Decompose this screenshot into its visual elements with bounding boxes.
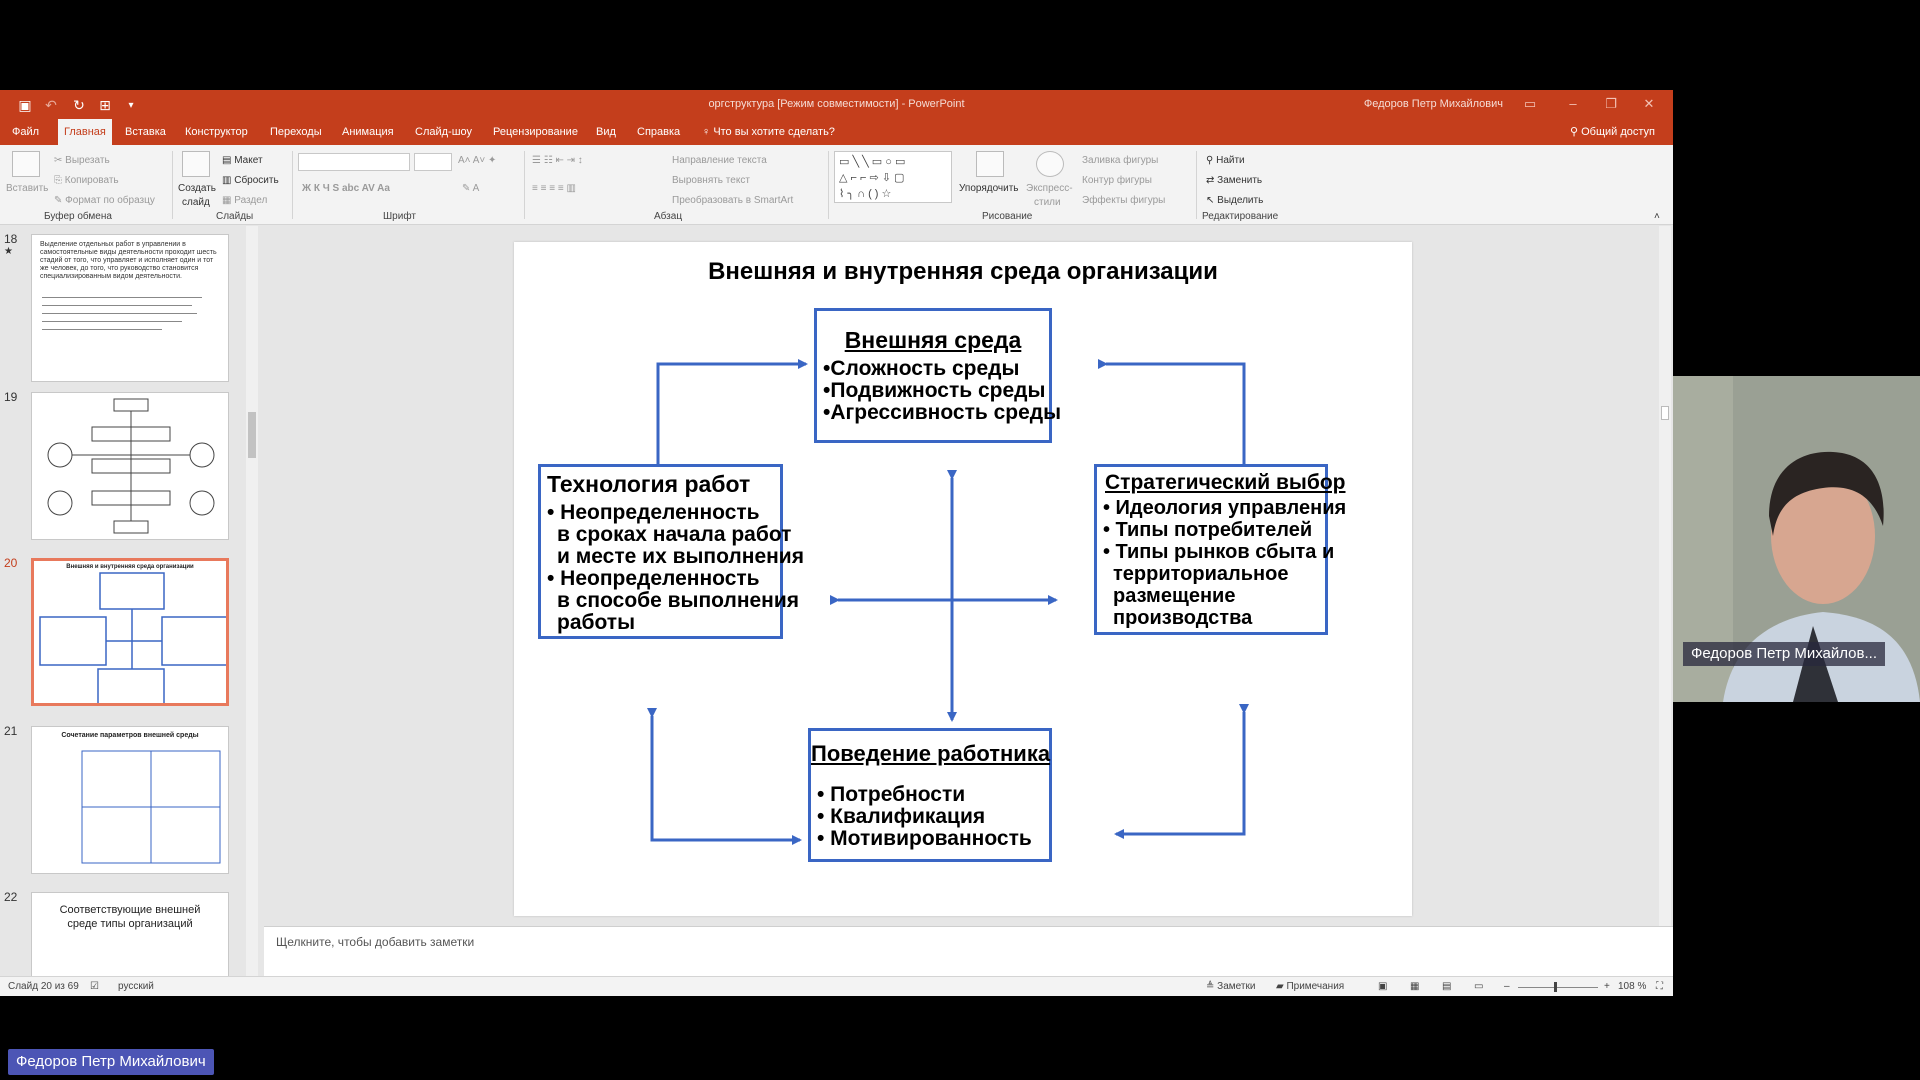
slide-counter: Слайд 20 из 69 <box>8 981 79 992</box>
notes-icon: ≜ <box>1206 981 1218 992</box>
box-line: • Типы рынков сбыта и <box>1103 541 1335 563</box>
slide-thumbnail-21[interactable] <box>31 726 229 874</box>
separator <box>828 151 829 219</box>
font-size-box[interactable] <box>414 153 452 171</box>
tab-design[interactable]: Конструктор <box>185 126 248 138</box>
arrow-external-strategy <box>1106 364 1244 474</box>
minimize-icon[interactable]: – <box>1569 96 1577 111</box>
thumbnail-table <box>32 727 229 874</box>
zoom-level[interactable]: 108 % <box>1618 981 1647 992</box>
cursor-icon: ↖ <box>1206 195 1218 206</box>
box-line: • Потребности <box>817 783 966 806</box>
redo-icon[interactable]: ↻ <box>73 96 85 113</box>
employee-behavior-box[interactable] <box>808 728 1052 862</box>
box-line: • Типы потребителей <box>1103 519 1313 541</box>
tab-transitions[interactable]: Переходы <box>270 126 322 138</box>
box-line: •Подвижность среды <box>823 379 1046 402</box>
slide-thumbnail-18[interactable] <box>31 234 229 382</box>
tab-help[interactable]: Справка <box>637 126 681 138</box>
thumb-line <box>42 305 192 306</box>
layout-button[interactable] <box>222 155 263 166</box>
box-line: в сроках начала работ <box>557 523 792 546</box>
comment-icon: ▰ <box>1276 981 1287 992</box>
group-slides-label: Слайды <box>216 211 254 222</box>
layout-icon: ▤ <box>222 155 235 166</box>
thumbnail-text: Выделение отдельных работ в управлении в самостоятельные виды деятельности проходит шесть стадий от того, что управляет и исполняет один и тот же человек, до того, что руководство становится специализированным видом деятельности. <box>40 241 217 280</box>
box-line: производства <box>1113 607 1253 629</box>
comments-label: Примечания <box>1286 981 1345 992</box>
reset-button[interactable] <box>222 175 279 186</box>
ribbon-display-icon[interactable]: ▭ <box>1523 96 1537 111</box>
arrow-tech-external <box>658 364 806 476</box>
comments-toggle[interactable] <box>1276 981 1344 992</box>
quick-styles-icon[interactable] <box>1036 151 1064 177</box>
slideshow-view-icon[interactable]: ▭ <box>1474 981 1484 992</box>
tab-file[interactable]: Файл <box>12 126 40 138</box>
scroll-thumb[interactable] <box>1661 406 1669 420</box>
box-line: •Сложность среды <box>823 357 1020 380</box>
cut-button[interactable] <box>54 155 110 166</box>
box-line: размещение <box>1113 585 1236 607</box>
new-slide-icon[interactable] <box>182 151 210 177</box>
thumb-line <box>42 313 197 314</box>
slide-title[interactable]: Внешняя и внутренняя среда организации <box>708 258 1218 285</box>
spellcheck-icon[interactable]: ☑ <box>90 981 99 992</box>
cut-label: Вырезать <box>65 155 110 166</box>
strategy-box[interactable] <box>1094 464 1347 635</box>
notes-placeholder[interactable]: Щелкните, чтобы добавить заметки <box>276 935 475 949</box>
replace-button[interactable] <box>1206 175 1262 186</box>
search-icon: ⚲ <box>1206 155 1217 166</box>
box-line: • Квалификация <box>817 805 986 828</box>
select-label: Выделить <box>1217 195 1264 206</box>
find-label: Найти <box>1216 155 1245 166</box>
smartart-button[interactable]: Преобразовать в SmartArt <box>672 195 794 206</box>
ribbon-tabs <box>0 119 1673 145</box>
separator <box>292 151 293 219</box>
person-icon: ⚲ <box>1569 126 1579 138</box>
thumbnail-title: Внешняя и внутренняя среда организации <box>66 564 194 570</box>
zoom-slider-thumb[interactable] <box>1554 982 1557 992</box>
group-paragraph-label: Абзац <box>654 211 683 222</box>
normal-view-icon[interactable]: ▣ <box>1378 981 1388 992</box>
slide-thumbnails-pane <box>0 226 262 976</box>
slide-thumbnail-20[interactable] <box>31 558 229 706</box>
copy-button[interactable] <box>54 175 119 186</box>
collapse-ribbon-icon[interactable]: ˄ <box>1654 211 1660 222</box>
find-button[interactable] <box>1206 155 1245 166</box>
fit-slide-icon[interactable]: ⛶ <box>1656 981 1663 992</box>
ribbon-home <box>0 145 1673 225</box>
slide-editor <box>264 226 1673 926</box>
copy-icon: ⎘ <box>54 175 65 186</box>
section-label: Раздел <box>234 195 268 206</box>
shape-fill-button[interactable]: Заливка фигуры <box>1082 155 1159 166</box>
align-text-button[interactable]: Выровнять текст <box>672 175 750 186</box>
paste-icon[interactable] <box>12 151 40 177</box>
box-title: Технология работ <box>547 471 751 497</box>
group-drawing-label: Рисование <box>982 211 1033 222</box>
reading-view-icon[interactable]: ▤ <box>1442 981 1452 992</box>
list-buttons[interactable]: ☰ ☷ ⇤ ⇥ ↕ <box>532 155 583 166</box>
document-title: оргструктура [Режим совместимости] - PowerPoint <box>708 98 965 110</box>
font-format-buttons[interactable]: Ж К Ч S abc AV Aa <box>302 183 390 194</box>
save-icon[interactable]: ▣ <box>18 96 32 113</box>
customize-qa-icon[interactable]: ▾ <box>128 99 134 111</box>
thumb-line <box>42 297 202 298</box>
thumbnails-scrollbar[interactable] <box>246 226 258 976</box>
tell-me-text: Что вы хотите сделать? <box>713 126 835 138</box>
shape-outline-button[interactable]: Контур фигуры <box>1082 175 1152 186</box>
slide-number: 21 <box>4 724 18 738</box>
group-clipboard-label: Буфер обмена <box>44 211 112 222</box>
zoom-out-icon[interactable]: – <box>1504 981 1510 992</box>
arrange-icon[interactable] <box>976 151 1004 177</box>
language-indicator[interactable]: русский <box>118 981 154 992</box>
box-line: территориальное <box>1113 563 1289 585</box>
format-painter-label: Формат по образцу <box>65 195 155 206</box>
slide-canvas[interactable] <box>514 242 1412 916</box>
font-name-box[interactable] <box>298 153 410 171</box>
slide-thumbnail-22[interactable] <box>31 892 229 976</box>
box-line: • Мотивированность <box>817 827 1032 850</box>
reset-icon: ▥ <box>222 175 235 186</box>
box-line: • Неопределенность <box>547 567 760 590</box>
align-buttons[interactable]: ≡ ≡ ≡ ≡ ▥ <box>532 183 576 194</box>
separator <box>1196 151 1197 219</box>
technology-box[interactable] <box>538 464 804 639</box>
shape-effects-button[interactable]: Эффекты фигуры <box>1082 195 1166 206</box>
quick-styles-button[interactable]: Экспресс- <box>1026 183 1073 194</box>
arrange-button[interactable]: Упорядочить <box>959 183 1019 194</box>
box-title: Стратегический выбор <box>1105 471 1346 494</box>
title-bar <box>0 90 1673 119</box>
copy-label: Копировать <box>64 175 119 186</box>
paste-button[interactable]: Вставить <box>6 183 49 194</box>
arrow-tech-behavior <box>652 716 800 840</box>
separator <box>172 151 173 219</box>
participant-video[interactable] <box>1673 376 1920 702</box>
thumbnail-title: Сочетание параметров внешней среды <box>61 732 199 739</box>
group-font-label: Шрифт <box>383 211 416 222</box>
notes-pane[interactable] <box>264 926 1673 976</box>
new-slide-label[interactable]: слайд <box>182 197 210 208</box>
tab-insert[interactable]: Вставка <box>125 126 166 138</box>
shapes-gallery[interactable]: ▭ ╲ ╲ ▭ ○ ▭ △ ⌐ ⌐ ⇨ ⇩ ▢ ⌇ ╮ ∩ ( ) ☆ <box>834 151 952 203</box>
external-environment-box[interactable] <box>814 308 1062 443</box>
slide-scrollbar[interactable] <box>1659 226 1671 926</box>
maximize-icon[interactable]: ❐ <box>1605 96 1617 111</box>
scroll-thumb[interactable] <box>248 412 256 458</box>
format-painter-button[interactable] <box>54 195 155 206</box>
box-line: •Агрессивность среды <box>823 401 1062 424</box>
tab-animation[interactable]: Анимация <box>342 126 394 138</box>
tab-view[interactable]: Вид <box>596 126 616 138</box>
brush-icon: ✎ <box>54 195 66 206</box>
status-bar <box>0 976 1673 996</box>
font-color-buttons[interactable]: ✎ A <box>462 183 480 194</box>
thumbnail-diagram <box>32 393 229 540</box>
star-icon: ★ <box>4 246 13 257</box>
section-button[interactable] <box>222 195 267 206</box>
replace-icon: ⇄ <box>1206 175 1218 186</box>
share-label: Общий доступ <box>1581 126 1655 138</box>
box-line: работы <box>557 611 636 634</box>
undo-icon[interactable]: ↶ <box>45 96 57 113</box>
box-line: • Идеология управления <box>1103 497 1347 519</box>
close-icon[interactable]: ✕ <box>1643 96 1655 111</box>
box-line: в способе выполнения <box>557 589 800 612</box>
arrow-strategy-behavior <box>1116 712 1244 834</box>
lightbulb-icon: ♀ <box>702 126 711 138</box>
select-button[interactable] <box>1206 195 1263 206</box>
slide-number: 22 <box>4 890 18 904</box>
thumbnail-title: Соответствующие внешней среде типы организаций <box>59 904 201 930</box>
tell-me-box[interactable] <box>696 119 841 145</box>
tab-home[interactable]: Главная <box>58 119 112 145</box>
zoom-in-icon[interactable]: + <box>1604 981 1610 992</box>
layout-label: Макет <box>234 155 263 166</box>
box-title: Поведение работника <box>811 741 1051 766</box>
powerpoint-window <box>0 90 1673 996</box>
user-name[interactable]: Федоров Петр Михайлович <box>1363 98 1503 110</box>
notes-label: Заметки <box>1217 981 1256 992</box>
active-speaker-label: Федоров Петр Михайлович <box>8 1049 214 1075</box>
reset-label: Сбросить <box>234 175 279 186</box>
replace-label: Заменить <box>1217 175 1263 186</box>
new-slide-button[interactable]: Создать <box>178 183 217 194</box>
slide-thumbnail-19[interactable] <box>31 392 229 540</box>
separator <box>524 151 525 219</box>
share-button[interactable] <box>1570 119 1655 145</box>
tab-slideshow[interactable]: Слайд-шоу <box>415 126 473 138</box>
thumb-line <box>42 321 182 322</box>
sorter-view-icon[interactable]: ▦ <box>1410 981 1420 992</box>
participant-name-label: Федоров Петр Михайлов... <box>1683 642 1885 666</box>
box-title: Внешняя среда <box>844 327 1022 353</box>
thumb-line <box>42 329 162 330</box>
quick-styles-label[interactable]: стили <box>1034 197 1061 208</box>
font-size-buttons[interactable]: A˄ A˅ ✦ <box>458 155 497 166</box>
box-line: и месте их выполнения <box>557 545 804 568</box>
slide-number-current: 20 <box>4 556 18 570</box>
scissors-icon: ✂ <box>54 155 66 166</box>
box-line: • Неопределенность <box>547 501 760 524</box>
tab-review[interactable]: Рецензирование <box>493 126 578 138</box>
slide-number: 18 <box>4 232 18 246</box>
text-direction-button[interactable]: Направление текста <box>672 155 767 166</box>
zoom-slider[interactable] <box>1518 987 1598 988</box>
present-icon[interactable]: ⊞ <box>99 96 111 113</box>
slide-number: 19 <box>4 390 18 404</box>
section-icon: ▦ <box>222 195 235 206</box>
thumbnail-diagram <box>34 561 226 703</box>
notes-toggle[interactable] <box>1206 981 1255 992</box>
group-editing-label: Редактирование <box>1202 211 1279 222</box>
